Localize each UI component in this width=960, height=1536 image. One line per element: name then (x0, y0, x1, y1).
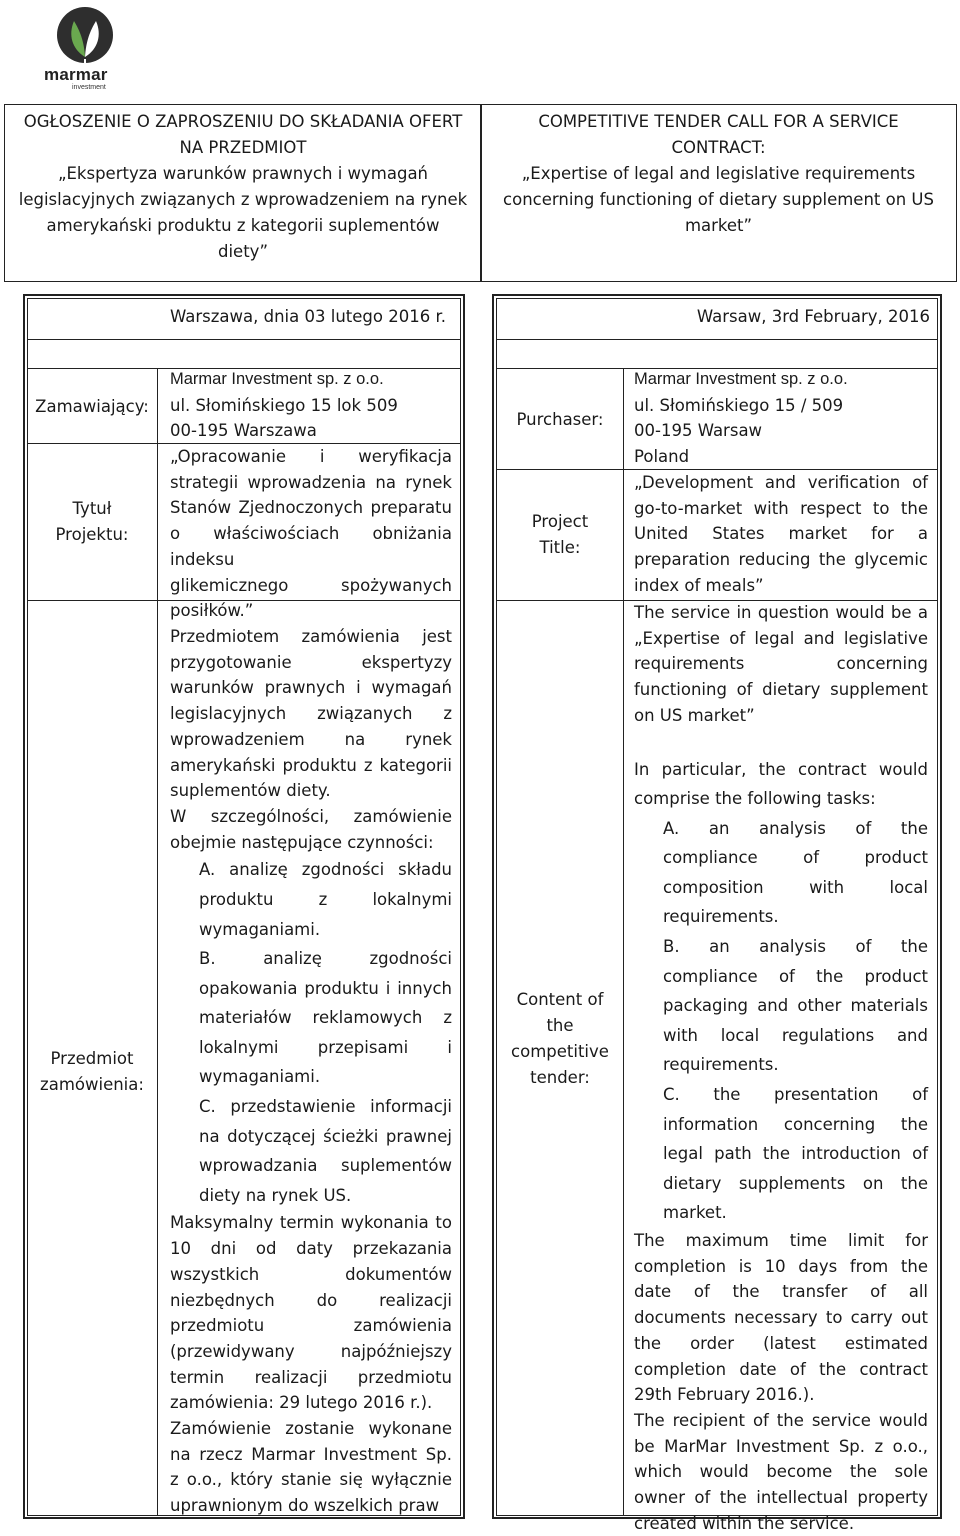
heading-line: NA PRZEDMIOT (179, 138, 307, 157)
heading-box-pl (4, 104, 482, 282)
label-purchaser-pl: Zamawiający: (35, 396, 149, 416)
purchaser-pl (170, 367, 452, 444)
leaf-logo-icon (50, 5, 120, 67)
label-purchaser-en: Purchaser: (516, 409, 604, 429)
task-item: C. przedstawienie informacji na dotyczącej ścieżki prawnej wprowadzania suplementów diety na rynek US. (199, 1097, 452, 1205)
purchaser-line: ul. Słomińskiego 15 / 509 (634, 395, 844, 415)
task-item: B. an analysis of the compliance of the product packaging and other materials with local regulations and requirements. (663, 937, 928, 1075)
label-title-en: Project Title: (531, 512, 589, 557)
subject-particular: W szczególności, zamówienie obejmie następujące czynności: (170, 806, 452, 852)
heading-line: „Expertise of legal and legislative requirements (521, 164, 916, 183)
divider (27, 339, 461, 340)
purchaser-line: Marmar Investment sp. z o.o. (170, 370, 384, 388)
deadline: The maximum time limit for completion is 10 days from the date of the transfer of all documents necessary to carry out the order (latest estimated completion date of the contract 29th February 2016.). (634, 1231, 928, 1405)
recipient: The recipient of the service would be MarMar Investment Sp. z o.o., which would become the sole owner of the intellectual property created within the service. (634, 1410, 928, 1533)
label-subject-en: Content of the competitive tender: (511, 990, 609, 1087)
subject-intro: The service in question would be a „Expertise of legal and legislative requirements concerning functioning of dietary supplement on US market” (634, 603, 928, 725)
heading-line: concerning functioning of dietary supplement on US (503, 190, 934, 209)
logo-wordmark: marmar (44, 65, 108, 84)
purchaser-line: Poland (634, 447, 690, 467)
purchaser-line: 00-195 Warszawa (170, 421, 317, 441)
divider (158, 600, 461, 601)
heading-line: legislacyjnych związanych z wprowadzeniem na rynek (18, 190, 468, 209)
title-pl: „Opracowanie i weryfikacja strategii wprowadzenia na rynek Stanów Zjednoczonych preparatu o właściwościach obniżania indeksu glikemicznego spożywanych posiłków.” (170, 447, 452, 621)
task-item: B. analizę zgodności opakowania produktu i innych materiałów reklamowych z lokalnymi przepisami i wymaganiami. (199, 949, 452, 1087)
heading-line: CONTRACT: (671, 138, 766, 157)
task-item: A. an analysis of the compliance of product composition with local requirements. (663, 818, 928, 927)
logo-subtitle: investment (72, 84, 106, 91)
heading-line: amerykański produktu z kategorii suplementów (46, 216, 440, 235)
purchaser-line: ul. Słomińskiego 15 lok 509 (170, 395, 398, 415)
purchaser-en (634, 367, 928, 470)
subject-pl (170, 624, 452, 1519)
deadline: Maksymalny termin wykonania to 10 dni od daty przekazania wszystkich dokumentów niezbędnych do realizacji przedmiotu zamówienia (przewidywany najpóźniejszy termin realizacji przedmiotu zamówienia: 29 lutego 2016 r.). (170, 1213, 452, 1413)
purchaser-line: 00-195 Warsaw (634, 421, 763, 441)
purchaser-line: Marmar Investment sp. z o.o. (634, 370, 848, 388)
divider (496, 600, 623, 601)
divider (157, 368, 158, 1516)
task-item: C. the presentation of information concerning the legal path the introduction of dietary supplements on the market. (663, 1085, 928, 1223)
subject-intro: Przedmiotem zamówienia jest przygotowanie ekspertyzy warunków prawnych i wymagań legislacyjnych związanych z wprowadzeniem na rynek amerykański produktu z kategorii suplementów diety. (170, 627, 452, 801)
recipient: Zamówienie zostanie wykonane na rzecz Marmar Investment Sp. z o.o., który stanie się wyłącznie uprawnionym do wszelkich praw (170, 1419, 452, 1516)
divider (27, 600, 157, 601)
label-title-pl: Tytuł Projektu: (55, 499, 129, 544)
title-en: „Development and verification of go-to-market with respect to the United States market for a preparation reducing the glycemic index of meals” (634, 473, 928, 595)
label-subject-pl: Przedmiot zamówienia: (40, 1049, 144, 1094)
heading-line: diety” (218, 242, 268, 261)
divider (623, 368, 624, 1516)
company-logo (40, 5, 130, 90)
task-item: A. analizę zgodności składu produktu z lokalnymi wymaganiami. (199, 860, 452, 939)
heading-line: OGŁOSZENIE O ZAPROSZENIU DO SKŁADANIA OFERT (23, 112, 463, 131)
date-en: Warsaw, 3rd February, 2016 (696, 307, 930, 326)
heading-box-en (480, 104, 957, 282)
divider (496, 339, 938, 340)
subject-particular: In particular, the contract would comprise the following tasks: (634, 759, 928, 809)
heading-line: COMPETITIVE TENDER CALL FOR A SERVICE (538, 112, 899, 131)
heading-line: „Ekspertyza warunków prawnych i wymagań (57, 164, 429, 183)
date-pl: Warszawa, dnia 03 lutego 2016 r. (170, 307, 446, 326)
heading-line: market” (684, 216, 753, 235)
subject-en (634, 600, 928, 1536)
